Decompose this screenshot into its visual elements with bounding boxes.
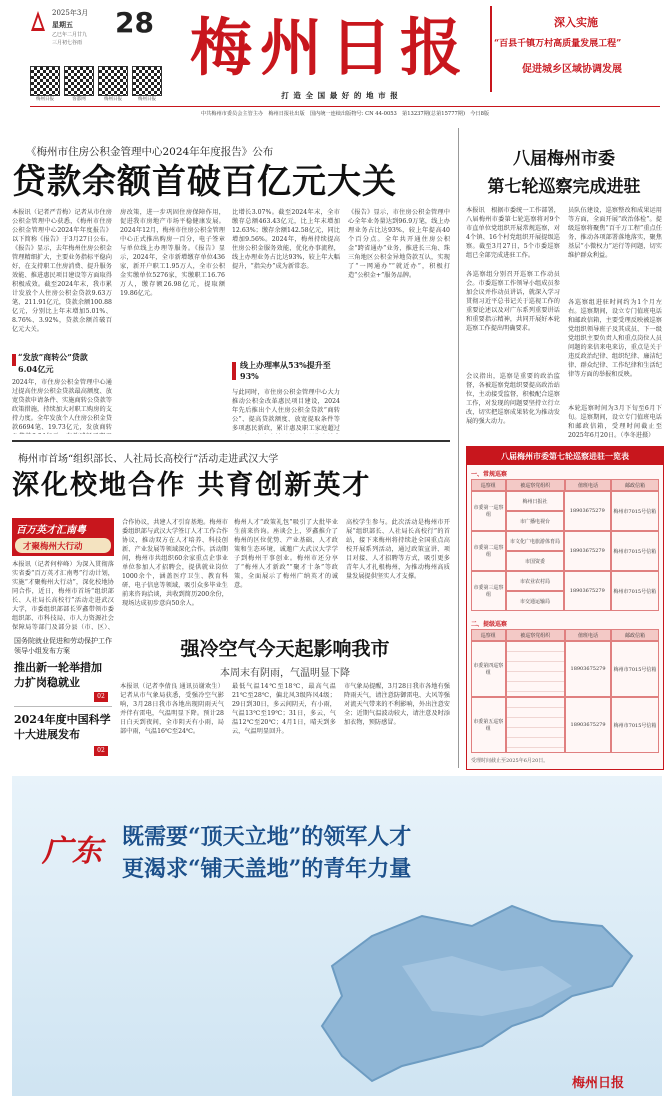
inspection-headline-2[interactable]: 第七轮巡察完成进驻 bbox=[487, 177, 641, 197]
lead-body-5: 《报告》显示，市住房公积金管理中心全年业务量达到96.9万笔，线上办理业务占比达93%，较上年提高40个百分点。全年共开通住房公积金“跨省通办”业务，推进长三角、珠三角地区公积金异地贷款互认，实现了“一网通办”“就近办”，积极打造“公积金+”服务品牌。 bbox=[348, 209, 450, 279]
inspection-body-5: 各巡察组进驻时间约为1个月左右。巡察期间，设立专门值班电话和邮政信箱，主要受理反映被巡察党组织领导班子及其成员、下一级党组织主要负责人和重点岗位人员问题的来信来电来访，重点是关于违反政治纪律、组织纪律、廉洁纪律、群众纪律、工作纪律和生活纪律等方面的举报和反映。 bbox=[568, 299, 662, 378]
red-bullet-icon bbox=[12, 354, 16, 366]
cell-mail: 梅州市7015号信箱 bbox=[611, 641, 659, 697]
qr-code-1[interactable] bbox=[30, 66, 60, 96]
newspaper-logo-icon bbox=[30, 10, 46, 32]
lead-headline[interactable]: 贷款余额首破百亿元大关 bbox=[12, 162, 397, 202]
cell-phone: 18903675279 bbox=[564, 491, 611, 531]
cell-unit: 市文化广电旅游体育局 bbox=[506, 531, 564, 551]
qr-label-2: 客都网 bbox=[72, 97, 86, 102]
cell-unit: 市国资委 bbox=[506, 551, 564, 571]
table-row bbox=[471, 571, 659, 611]
campus-top-rule bbox=[12, 440, 450, 442]
banner-line-1: 既需要“顶天立地”的领军人才 bbox=[122, 824, 412, 850]
campus-badge-2: 才聚梅州大行动 bbox=[23, 542, 83, 552]
table-section-2: 二、提级巡察 bbox=[471, 621, 508, 628]
header-group: 巡察组 bbox=[471, 629, 506, 641]
banner-line-2: 更渴求“铺天盖地”的青年力量 bbox=[122, 856, 412, 882]
masthead bbox=[0, 0, 672, 120]
promo-box bbox=[490, 6, 660, 92]
issue-weekday: 星期五 bbox=[52, 20, 73, 29]
inspection-body-4: 员队伍建设，巡察整改和成果运用等方面，全面开展“政治体检”。提级巡察将聚焦“百千万工程”重点任务，推动各项部署落地落实，聚焦基层“小微权力”运行等问题，切实维护群众利益。 bbox=[568, 207, 662, 259]
campus-headline[interactable]: 深化校地合作 共育创新英才 bbox=[12, 470, 372, 501]
issue-day: 28 bbox=[115, 6, 154, 39]
inspection-story bbox=[466, 124, 662, 768]
weather-body-3: 市气象局提醒，3月28日我市各地有强降雨天气，请注意防御雷电、大风等强对流天气带来的不利影响，外出注意安全；近期气温波动较大，请注意及时添加衣物，预防感冒。 bbox=[344, 683, 450, 726]
lead-body-3: 房改策，进一步巩固住房保障作用，促进我市房地产市场平稳健康发展。2024年12月，梅州市住房公积金管理中心正式推出购房一百分，电子签章与单位线上办理等服务。《报告》显示，2024年，全市新增缴存单位436家，新开户职工1.95万人，全市公积金实缴单位5276家，实缴职工16.76万人，缴存额26.98亿元，提取额19.86亿元。 bbox=[120, 209, 225, 297]
weather-body-2: 最低气温14℃至18℃，最高气温21℃至28℃，偏北风3级阵风4级；29日到30日，多云间阴天，有小雨，气温13℃至19℃；31日，多云，气温12℃至20℃；4月1日，晴天到多云，气温明显回升。 bbox=[232, 683, 336, 735]
cell-group: 市委第一巡察组 bbox=[471, 491, 506, 531]
banner-watermark: 梅州日报 bbox=[572, 1076, 625, 1091]
weather-story bbox=[120, 636, 450, 768]
qr-label-3: 梅州日报 bbox=[104, 97, 122, 102]
sidebar-item-3-page[interactable]: 02 bbox=[94, 746, 108, 756]
cell-phone: 18903675279 bbox=[565, 641, 611, 697]
lead-story bbox=[12, 124, 450, 434]
cell-phone: 18903675279 bbox=[565, 697, 611, 753]
cell-mail: 梅州市7015号信箱 bbox=[611, 531, 659, 571]
campus-badge bbox=[12, 518, 114, 556]
header-unit: 被巡察党组织 bbox=[506, 629, 565, 641]
cell-mail: 梅州市7015号信箱 bbox=[611, 571, 659, 611]
table-row bbox=[471, 491, 659, 531]
promo-line-3: 促进城乡区域协调发展 bbox=[522, 64, 622, 75]
cell-unit-placeholder bbox=[506, 697, 565, 753]
date-block bbox=[30, 6, 160, 66]
cell-unit: 市广播电视台 bbox=[506, 511, 564, 531]
cell-phone: 18903675279 bbox=[564, 531, 611, 571]
header-unit: 被巡察党组织 bbox=[506, 479, 565, 491]
brand-slogan: 打 造 全 国 最 好 的 地 市 报 bbox=[281, 91, 399, 100]
newspaper-brand: 梅州日报 bbox=[190, 11, 471, 84]
sidebar-item-1[interactable]: 国务院就业促进和劳动保护工作领导小组发布方案 bbox=[14, 637, 112, 655]
campus-body-4: 高校学生参与。此次活动是梅州市开展“组织部长、人社局长高校行”的首站，接下来梅州将持续赴全国重点高校开展系列活动，通过政策宣讲、项目对接、人才招聘等方式，吸引更多青年人才扎根梅州，为推动梅州高质量发展提供坚实人才支撑。 bbox=[346, 519, 450, 580]
inspection-body-2: 各巡察组分别召开巡察工作动员会。市委巡察工作领导小组成员参加会议并作动员讲话，就深入学习贯彻习近平总书记关于巡视工作的重要论述以及对广东系列重要讲话和重要指示精神，共同开展好本轮巡察工作提出明确要求。 bbox=[466, 271, 560, 332]
table-row bbox=[471, 697, 659, 753]
campus-badge-1: 百万英才汇南粤 bbox=[16, 525, 86, 536]
table-row bbox=[471, 641, 659, 697]
cell-phone: 18903675279 bbox=[564, 571, 611, 611]
campus-badge-2-wrap bbox=[15, 538, 111, 553]
promo-line-2: “百县千镇万村高质量发展工程” bbox=[494, 39, 622, 49]
weather-subhead: 本周末有阴雨，气温明显下降 bbox=[220, 668, 350, 679]
promo-line-1: 深入实施 bbox=[554, 16, 598, 29]
guangdong-map-icon bbox=[312, 896, 642, 1086]
cell-unit: 市农业农村局 bbox=[506, 571, 564, 591]
table-row bbox=[471, 531, 659, 571]
cell-unit: 市交通运输局 bbox=[506, 591, 564, 611]
table-note: 受理时间截止至2025年6月20日。 bbox=[471, 758, 549, 764]
cell-unit-placeholder bbox=[506, 641, 565, 697]
sidebar-item-2-page[interactable]: 02 bbox=[94, 692, 108, 702]
qr-code-4[interactable] bbox=[132, 66, 162, 96]
cell-mail: 梅州市7015号信箱 bbox=[611, 491, 659, 531]
table-header-row-2 bbox=[471, 629, 659, 641]
cell-unit: 梅州日报社 bbox=[506, 491, 564, 511]
cell-group: 市委第二巡察组 bbox=[471, 531, 506, 571]
cell-mail: 梅州市7015号信箱 bbox=[611, 697, 659, 753]
issue-lunar-1: 乙巳年二月廿九 bbox=[52, 32, 88, 38]
left-sidebar bbox=[12, 636, 114, 768]
header-group: 巡察组 bbox=[471, 479, 506, 491]
issue-date: 2025年3月 bbox=[52, 9, 89, 17]
inspection-table bbox=[466, 446, 664, 770]
inspection-headline-1[interactable]: 八届梅州市委 bbox=[513, 149, 615, 169]
qr-label-1: 梅州日报 bbox=[36, 97, 54, 102]
cell-group: 市委第四巡察组 bbox=[471, 641, 506, 697]
campus-kicker: 梅州市首场“组织部长、人社局长高校行”活动走进武汉大学 bbox=[18, 454, 279, 465]
banner-province: 广东 bbox=[42, 834, 102, 869]
table-title: 八届梅州市委第七轮巡察进驻一览表 bbox=[467, 447, 663, 465]
sidebar-item-2[interactable]: 推出新一轮举措加力扩岗稳就业 bbox=[14, 661, 102, 689]
qr-code-3[interactable] bbox=[98, 66, 128, 96]
lead-sub-1-tag: “发放”商转公”贷款 bbox=[18, 352, 88, 362]
lead-body-2: 2024年，市住房公积金管理中心通过提高住房公积金贷款最高额度、放宽贷款申请条件、实施商转公贷款等政策措施，持续加大对职工购房的支持力度。全年发放个人住房公积金贷款6694笔、19.73亿元，发放商转 bbox=[12, 379, 112, 431]
lead-body-4: 比增长3.07%。截至2024年末，全市缴存总额463.43亿元，比上年末增加12.63%；缴存余额142.58亿元，同比增加9.56%。2024年，梅州持续提高住房公积金服务效能，优化办事流程，线上办理业务占比达93%，较上年大幅提升，“指尖办”成为新常态。 bbox=[232, 209, 340, 270]
lead-sub-2 bbox=[232, 360, 340, 384]
header-phone: 值班电话 bbox=[565, 479, 611, 491]
weather-headline[interactable]: 强冷空气今天起影响我市 bbox=[180, 638, 390, 660]
cell-group: 市委第三巡察组 bbox=[471, 571, 506, 611]
lead-sub-1-value: 6.04亿元 bbox=[18, 364, 54, 374]
table-header-row bbox=[471, 479, 659, 491]
inspection-body-6: 本轮巡察时间为3月下旬至6月下旬。巡察期间，设立专门值班电话和邮政信箱，受理时间截止至2025年6月20日。（李冬进摄） bbox=[568, 405, 662, 439]
lead-body-1: 本报讯（记者严青梅）记者从市住房公积金管理中心获悉，《梅州市住房公积金管理中心2024年年度报告》以下简称《报告》于3月27日公布。《报告》显示，去年梅州住房公积金管理精细扩大，主要业务指标平稳向好，在支持职工住房消费、提升服务效能、推进惠民项目建设等方面取得积极成效。截至2024年末，我市累计发放个人住房公积金贷款9.63万笔、211.91亿元，贷款余额100.88亿元，分别比上年末增加5.01%、8.76%、3.92%，贷款余额首破百亿元大关。 bbox=[12, 209, 112, 333]
campus-body-1: 本报讯（记者何梓峰）为深入贯彻落实省委“百万英才汇南粤”行动计划，实施“才聚梅州大行动”，深化校地协同合作，近日，梅州市首场“组织部长、人社局长高校行”活动走进武汉大学，市委组织部部长罗鑫带领市委组织部、市科技局、市人力资源社会保障局等部门及部分县（市、区）、 bbox=[12, 561, 114, 630]
sidebar-divider bbox=[14, 706, 112, 707]
masthead-rule bbox=[30, 106, 660, 107]
sidebar-item-3[interactable]: 2024年度中国科学十大进展发布 bbox=[14, 713, 111, 741]
qr-label-4: 梅州日报 bbox=[138, 97, 156, 102]
campus-story bbox=[12, 440, 450, 630]
header-mail: 邮政信箱 bbox=[611, 629, 659, 641]
inspection-body-1: 本报讯 根据市委统一工作部署，八届梅州市委第七轮巡察将对9个市直单位党组织开展常规巡察，对4个镇、16个村党组织开展提级巡察。截至3月27日，5个市委巡察组已全部完成进驻工作。 bbox=[466, 207, 560, 259]
campus-body-3: 梅州人才“政策礼包”吸引了大批毕业生前来咨询。座谈会上，罗鑫推介了梅州的区位优势、产业基础、人才政策和生态环境，诚邀广大武汉大学学子到梅州干事创业。梅州市还分享了“梅州人才新政”“聚才十条”等政策，全面展示了梅州广纳英才的诚意。 bbox=[234, 519, 338, 589]
cell-group: 市委第五巡察组 bbox=[471, 697, 506, 753]
weather-body-1: 本报讯（记者李倩良 通讯员谢欢生）记者从市气象局获悉，受强冷空气影响，3月28日我市各地出现阴雨天气并伴有雷电，气温明显下降。预计28日白天到夜间，全市阴天有小雨，局部中雨，气温16℃至24℃。 bbox=[120, 683, 224, 735]
campus-body-2: 合作协议，共建人才引育基地。梅州市委组织部与武汉大学签订人才工作合作协议，推动双方在人才培养、科技创新、产业发展等领域深化合作。活动期间，梅州市共组织60余家重点企事业单位参加人才招聘会，提供就业岗位1000余个，涵盖医疗卫生、教育科研、电子信息等领域，吸引众多毕业生前来咨询洽谈，共收到简历200余份，现场达成初步意向50余人。 bbox=[122, 519, 228, 607]
bottom-banner bbox=[12, 776, 662, 1096]
header-mail: 邮政信箱 bbox=[611, 479, 659, 491]
qr-code-2[interactable] bbox=[64, 66, 94, 96]
lead-body-6: 与此同时，市住房公积金管理中心大力推动公积金改革惠民项目建设，2024年先后推出个人住房公积金贷款“商转公”、提高贷款额度、放宽提取条件等多项惠民新政，累计惠及职工家庭超过 bbox=[232, 389, 340, 432]
inspection-body-3: 会议指出，巡察是重要的政治监督，各被巡察党组织要提高政治站位，主动接受监督，积极配合巡察工作，对发现的问题要坚持立行立改，切实把巡察成果转化为推动发展的强大动力。 bbox=[466, 373, 560, 425]
column-divider bbox=[458, 128, 459, 768]
red-bullet-icon-2 bbox=[232, 362, 236, 380]
lead-sub-2-text: 线上办理率从53%提升至93% bbox=[240, 360, 331, 381]
masthead-info-line: 中共梅州市委员会主管主办 梅州日报社出版 国内统一连续出版物号: CN 44-0053 第13237期(总第15777期) 今日8版 bbox=[200, 111, 490, 117]
lead-kicker: 《梅州市住房公积金管理中心2024年年度报告》公布 bbox=[26, 146, 274, 158]
header-phone: 值班电话 bbox=[565, 629, 611, 641]
issue-lunar-2: 三月初七谷雨 bbox=[52, 40, 83, 46]
table-section-1: 一、常规巡察 bbox=[471, 471, 508, 478]
